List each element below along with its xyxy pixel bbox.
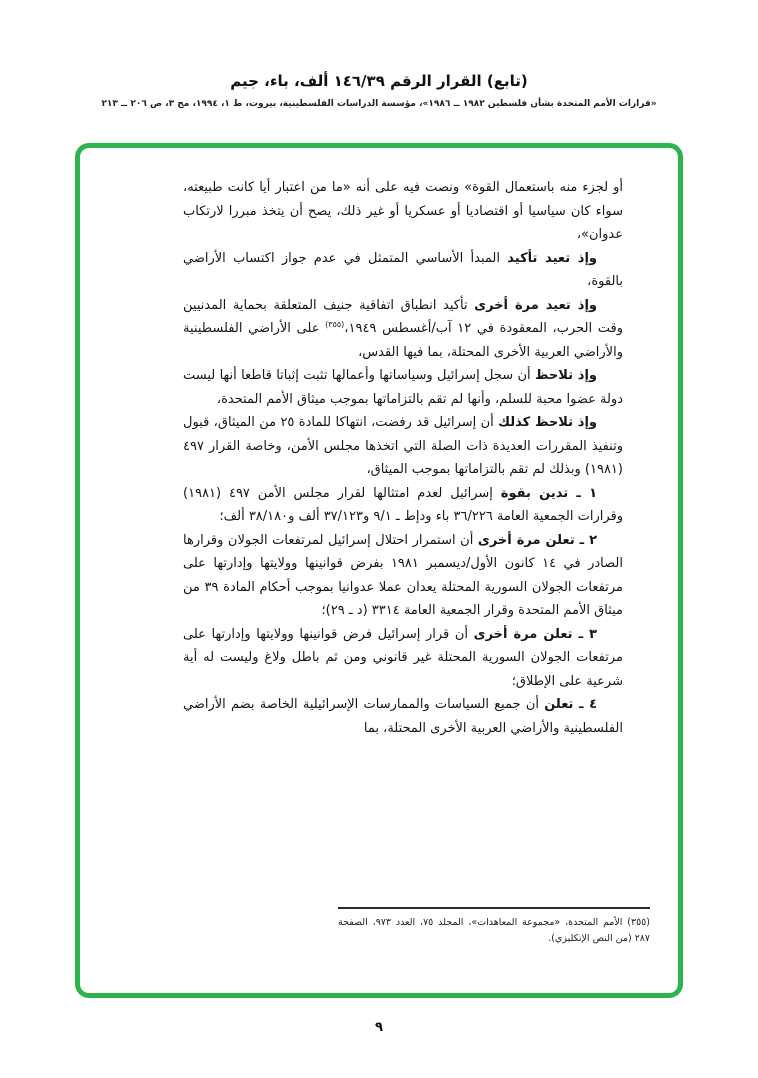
source-citation: «قرارات الأمم المتحدة بشأن فلسطين ١٩٨٢ ــ ١٩٨٦»، مؤسسة الدراسات الفلسطينية، بيروت، ط ١، ١٩٩٤، مج ٣، ص ٢٠٦ ــ ٢١٣ (101, 99, 657, 109)
paragraph-lead: وإذ تعيد تأكيد (507, 250, 598, 266)
resolution-body-text (183, 176, 623, 740)
paragraph-preamble (183, 364, 623, 411)
paragraph-lead: ٢ ـ تعلن مرة أخرى (477, 532, 598, 548)
green-border-frame (75, 143, 683, 998)
page-number: ٩ (375, 1020, 383, 1035)
paragraph-operative-4 (183, 693, 623, 740)
paragraph-preamble (183, 294, 623, 365)
paragraph-lead: ١ ـ تدين بقوة (500, 485, 597, 501)
paragraph-text: أن استمرار احتلال إسرائيل لمرتفعات الجولان وقرارها الصادر في ١٤ كانون الأول/ديسمبر ١٩٨١ بفرض قوانينها وولايتها وإدارتها على مرتفعات الجولان السورية المحتلة يعدان عملا عدوانيا بموجب أحكام المادة ٣٩ من ميثاق الأمم المتحدة وقرار الجمعية العامة ٣٣١٤ (د ـ ٢٩)؛ (183, 532, 623, 618)
paragraph-text: تأكيد انطباق اتفاقية جنيف المتعلقة بحماية المدنيين وقت الحرب، المعقودة في ١٢ آب/أغسطس ١٩٤٩، (183, 297, 623, 336)
paragraph-preamble (183, 247, 623, 294)
page-header (0, 72, 758, 109)
paragraph-operative-2 (183, 529, 623, 623)
paragraph-text: أن جميع السياسات والممارسات الإسرائيلية الخاصة بضم الأراضي الفلسطينية والأراضي العربية الأخرى المحتلة، بما (183, 697, 623, 736)
paragraph-lead: وإذ تعيد مرة أخرى (474, 297, 597, 313)
paragraph-text: أن سجل إسرائيل وسياساتها وأعمالها تثبت إثباتا قاطعا أنها ليست دولة عضوا محبة للسلم، وأنها لم تقم بالتزاماتها بموجب ميثاق الأمم المتحدة، (183, 368, 623, 407)
paragraph-operative-1 (183, 482, 623, 529)
paragraph-lead: وإذ تلاحظ كذلك (498, 415, 597, 430)
paragraph-operative-3 (183, 623, 623, 694)
paragraph-text: أن إسرائيل قد رفضت، انتهاكا للمادة ٢٥ من الميثاق، قبول وتنفيذ المقررات العديدة ذات الصلة التي اتخذها مجلس الأمن، وخاصة القرار ٤٩٧ (١٩٨١) وبذلك لم تقم بالتزاماتها بموجب الميثاق، (183, 415, 623, 477)
footnote-block (338, 907, 650, 947)
footnote-divider (338, 907, 650, 909)
paragraph-preamble (183, 411, 623, 482)
paragraph-text: على الأراضي الفلسطينية والأراضي العربية الأخرى المحتلة، بما فيها القدس، (183, 321, 623, 360)
footnote-text: (٣٥٥) الأمم المتحدة، «مجموعة المعاهدات»، المجلد ٧٥، العدد ٩٧٣، الصفحة ٢٨٧ (من النص الإنكليزي). (338, 917, 650, 944)
paragraph-lead: ٣ ـ تعلن مرة أخرى (473, 626, 597, 642)
paragraph-lead: وإذ تلاحظ (535, 368, 597, 383)
paragraph-text: أن قرار إسرائيل فرض قوانينها وولايتها وإدارتها على مرتفعات الجولان السورية المحتلة غير قانوني ومن ثم باطل ولاغ وليست له أية شرعية على الإطلاق؛ (183, 626, 623, 689)
paragraph-lead: ٤ ـ تعلن (544, 697, 597, 712)
paragraph-text: المبدأ الأساسي المتمثل في عدم جواز اكتساب الأراضي بالقوة، (183, 250, 623, 289)
paragraph-text: إسرائيل لعدم امتثالها لقرار مجلس الأمن ٤٩٧ (١٩٨١) وقرارات الجمعية العامة ٣٦/٢٢٦ باء ودإط ـ ٩/١ و٣٧/١٢٣ ألف و٣٨/١٨٠ ألف؛ (183, 485, 623, 524)
paragraph-continuation (183, 176, 623, 247)
paragraph-text: أو لجزء منه باستعمال القوة» ونصت فيه على أنه «ما من اعتبار أيا كانت طبيعته، سواء كان سياسيا أو اقتصاديا أو عسكريا أو غير ذلك، يصح أن يتخذ مبررا لارتكاب عدوان»، (183, 180, 623, 242)
footnote-marker: (٣٥٥) (325, 320, 345, 329)
document-title: (تابع) القرار الرقم ١٤٦/٣٩ ألف، باء، جيم (230, 72, 528, 90)
